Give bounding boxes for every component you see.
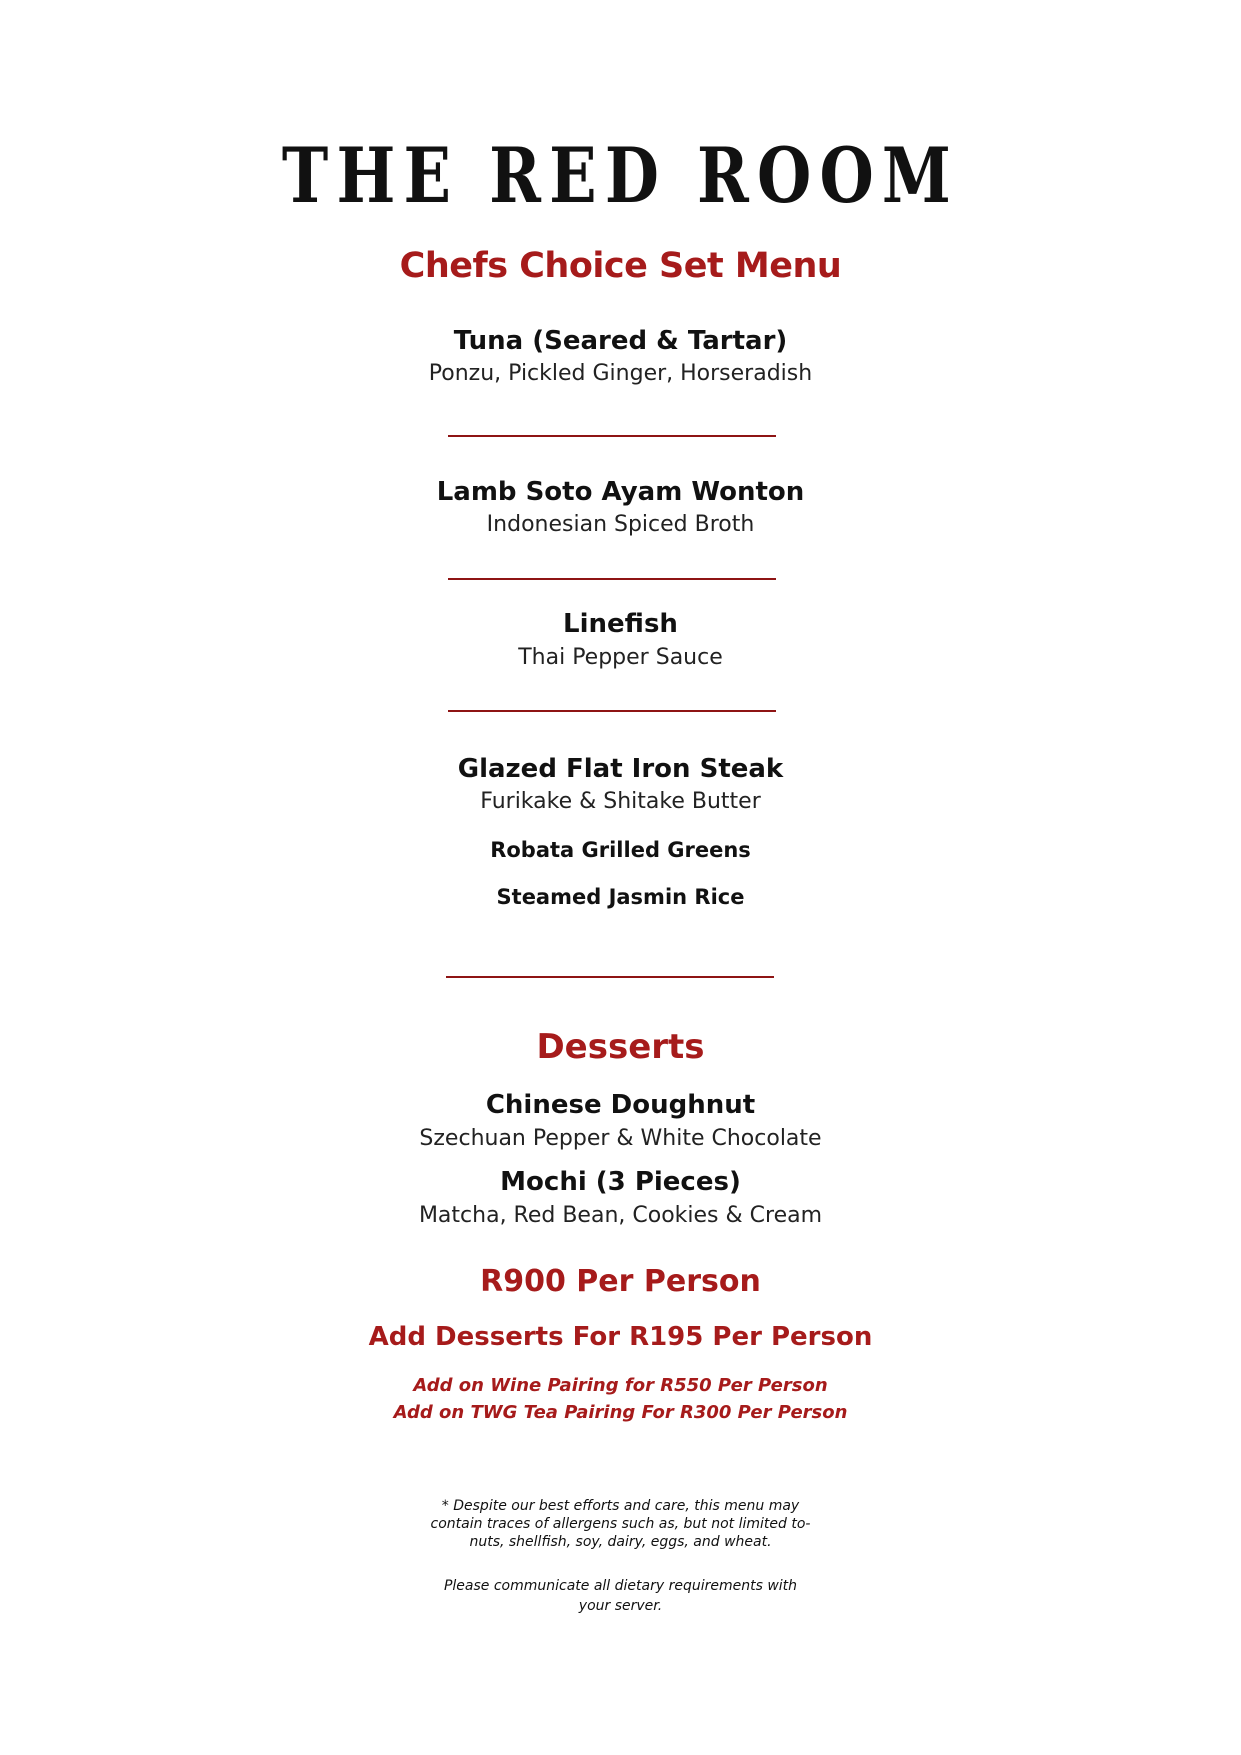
wine-pairing-addon: Add on Wine Pairing for R550 Per Person [413, 1375, 828, 1396]
course-description: Ponzu, Pickled Ginger, Horseradish [428, 361, 813, 386]
desserts-title: Desserts [536, 1027, 705, 1067]
course-divider [448, 710, 776, 712]
allergen-note-line: nuts, shellfish, soy, dairy, eggs, and wheat. [469, 1534, 772, 1550]
section-divider [446, 976, 774, 978]
course-name: Tuna (Seared & Tartar) [453, 326, 788, 356]
price-per-person: R900 Per Person [480, 1264, 761, 1299]
dietary-note-line: Please communicate all dietary requirements with [443, 1578, 798, 1594]
side-dish: Robata Grilled Greens [490, 838, 751, 862]
menu-title: Chefs Choice Set Menu [399, 246, 842, 286]
course-divider [448, 578, 776, 580]
course-name: Glazed Flat Iron Steak [457, 754, 784, 784]
course-description: Furikake & Shitake Butter [480, 789, 761, 814]
add-desserts-price: Add Desserts For R195 Per Person [368, 1322, 873, 1352]
dessert-description: Matcha, Red Bean, Cookies & Cream [418, 1203, 823, 1228]
allergen-note-line: contain traces of allergens such as, but not limited to- [430, 1516, 811, 1532]
course-divider [448, 435, 776, 437]
dessert-name: Mochi (3 Pieces) [500, 1167, 741, 1197]
course-description: Thai Pepper Sauce [518, 645, 723, 670]
course-name: Lamb Soto Ayam Wonton [436, 477, 805, 507]
side-dish: Steamed Jasmin Rice [496, 885, 745, 909]
brand-logo: THE RED ROOM [281, 131, 960, 220]
tea-pairing-addon: Add on TWG Tea Pairing For R300 Per Person [393, 1402, 848, 1423]
dessert-description: Szechuan Pepper & White Chocolate [419, 1126, 822, 1151]
course-name: Linefish [563, 609, 678, 639]
allergen-note-line: * Despite our best efforts and care, this menu may [441, 1498, 800, 1514]
dietary-note-line: your server. [578, 1598, 663, 1614]
dessert-name: Chinese Doughnut [485, 1090, 756, 1120]
course-description: Indonesian Spiced Broth [486, 512, 755, 537]
